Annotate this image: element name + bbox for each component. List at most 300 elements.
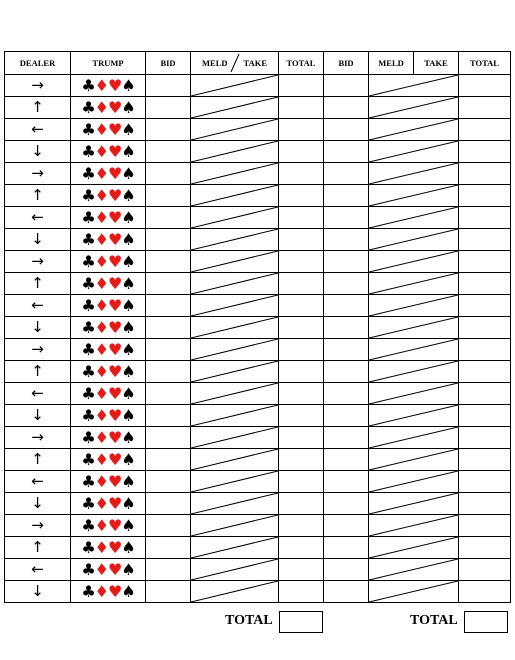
total-cell-team-2[interactable] — [459, 273, 511, 295]
total-cell-team-1[interactable] — [279, 581, 324, 603]
meld-take-cell-team-2[interactable] — [369, 559, 459, 581]
total-cell-team-2[interactable] — [459, 493, 511, 515]
meld-take-cell-team-1[interactable] — [191, 493, 279, 515]
club-icon[interactable]: ♣ — [81, 339, 95, 359]
meld-take-cell-team-2[interactable] — [369, 185, 459, 207]
hand-row — [5, 449, 511, 471]
dealer-arrow-icon[interactable]: ← — [5, 207, 71, 229]
meld-take-cell-team-1[interactable] — [191, 361, 279, 383]
total-cell-team-1[interactable] — [279, 251, 324, 273]
dealer-arrow-icon[interactable]: ← — [5, 383, 71, 405]
spade-icon[interactable]: ♠ — [121, 75, 135, 95]
bid-cell-team-2[interactable] — [324, 515, 369, 537]
bid-cell-team-2[interactable] — [324, 537, 369, 559]
diagonal-divider-icon — [369, 97, 458, 118]
total-cell-team-1[interactable] — [279, 427, 324, 449]
total-cell-team-1[interactable] — [279, 75, 324, 97]
club-icon[interactable]: ♣ — [81, 361, 95, 381]
dealer-arrow-icon[interactable]: → — [5, 251, 71, 273]
meld-take-cell-team-2[interactable] — [369, 449, 459, 471]
total-cell-team-2[interactable] — [459, 361, 511, 383]
bid-cell-team-1[interactable] — [146, 383, 191, 405]
club-icon[interactable]: ♣ — [81, 383, 95, 403]
header-row — [5, 52, 511, 75]
total-cell-team-2[interactable] — [459, 559, 511, 581]
diagonal-divider-icon — [369, 119, 458, 140]
total-cell-team-2[interactable] — [459, 97, 511, 119]
meld-take-cell-team-2[interactable] — [369, 515, 459, 537]
bid-cell-team-2[interactable] — [324, 427, 369, 449]
heart-icon[interactable]: ♥ — [108, 427, 122, 447]
dealer-arrow-icon[interactable]: ↑ — [5, 537, 71, 559]
total-cell-team-1[interactable] — [279, 163, 324, 185]
diagonal-divider-icon — [369, 537, 458, 558]
club-icon[interactable]: ♣ — [81, 317, 95, 337]
meld-take-cell-team-1[interactable] — [191, 471, 279, 493]
dealer-arrow-icon[interactable]: → — [5, 75, 71, 97]
dealer-arrow-icon[interactable]: ↓ — [5, 317, 71, 339]
meld-take-cell-team-1[interactable] — [191, 559, 279, 581]
spade-icon[interactable]: ♠ — [121, 97, 135, 117]
spade-icon[interactable]: ♠ — [121, 449, 135, 469]
total-cell-team-2[interactable] — [459, 515, 511, 537]
diagonal-divider-icon — [369, 273, 458, 294]
spade-icon[interactable]: ♠ — [121, 229, 135, 249]
meld-take-cell-team-2[interactable] — [369, 295, 459, 317]
diamond-icon[interactable]: ♦ — [94, 581, 108, 601]
trump-suit-selector — [71, 427, 146, 449]
diamond-icon[interactable]: ♦ — [94, 229, 108, 249]
total-cell-team-1[interactable] — [279, 339, 324, 361]
diagonal-divider-icon — [191, 493, 278, 514]
dealer-arrow-icon[interactable]: ↓ — [5, 141, 71, 163]
bid-cell-team-1[interactable] — [146, 75, 191, 97]
club-icon[interactable]: ♣ — [81, 449, 95, 469]
club-icon[interactable]: ♣ — [81, 141, 95, 161]
total-cell-team-1[interactable] — [279, 383, 324, 405]
spade-icon[interactable]: ♠ — [121, 251, 135, 271]
trump-header: TRUMP — [71, 52, 146, 75]
total-cell-team-2[interactable] — [459, 383, 511, 405]
bid-cell-team-2[interactable] — [324, 449, 369, 471]
dealer-arrow-icon[interactable]: ↑ — [5, 449, 71, 471]
trump-suit-selector — [71, 229, 146, 251]
spade-icon[interactable]: ♠ — [121, 581, 135, 601]
dealer-arrow-icon[interactable]: → — [5, 515, 71, 537]
total-cell-team-2[interactable] — [459, 427, 511, 449]
diamond-icon[interactable]: ♦ — [94, 471, 108, 491]
total-cell-team-2[interactable] — [459, 163, 511, 185]
meld-take-cell-team-1[interactable] — [191, 537, 279, 559]
heart-icon[interactable]: ♥ — [108, 559, 122, 579]
meld-take-cell-team-1[interactable] — [191, 405, 279, 427]
diamond-icon[interactable]: ♦ — [94, 515, 108, 535]
diagonal-divider-icon — [191, 273, 278, 294]
heart-icon[interactable]: ♥ — [108, 251, 122, 271]
bid-cell-team-2[interactable] — [324, 339, 369, 361]
diamond-icon[interactable]: ♦ — [94, 75, 108, 95]
bid-cell-team-1[interactable] — [146, 537, 191, 559]
dealer-arrow-icon[interactable]: ← — [5, 119, 71, 141]
spade-icon[interactable]: ♠ — [121, 427, 135, 447]
meld-take-cell-team-2[interactable] — [369, 471, 459, 493]
meld-take-cell-team-2[interactable] — [369, 75, 459, 97]
total-cell-team-2[interactable] — [459, 581, 511, 603]
meld-take-cell-team-1[interactable] — [191, 295, 279, 317]
diamond-icon[interactable]: ♦ — [94, 295, 108, 315]
meld-take-cell-team-2[interactable] — [369, 537, 459, 559]
meld-take-cell-team-2[interactable] — [369, 163, 459, 185]
bid-cell-team-1[interactable] — [146, 185, 191, 207]
heart-icon[interactable]: ♥ — [108, 317, 122, 337]
club-icon[interactable]: ♣ — [81, 229, 95, 249]
diamond-icon[interactable]: ♦ — [94, 317, 108, 337]
grand-total-box-team-2[interactable] — [464, 611, 508, 633]
heart-icon[interactable]: ♥ — [108, 207, 122, 227]
bid-cell-team-1[interactable] — [146, 317, 191, 339]
trump-suit-selector — [71, 405, 146, 427]
dealer-arrow-icon[interactable]: ← — [5, 471, 71, 493]
spade-icon[interactable]: ♠ — [121, 295, 135, 315]
meld-take-cell-team-1[interactable] — [191, 339, 279, 361]
total-cell-team-1[interactable] — [279, 515, 324, 537]
diamond-icon[interactable]: ♦ — [94, 119, 108, 139]
bid-cell-team-2[interactable] — [324, 471, 369, 493]
total-cell-team-1[interactable] — [279, 471, 324, 493]
spade-icon[interactable]: ♠ — [121, 559, 135, 579]
bid-cell-team-2[interactable] — [324, 317, 369, 339]
total-cell-team-2[interactable] — [459, 185, 511, 207]
hand-row — [5, 427, 511, 449]
meld-take-cell-team-1[interactable] — [191, 119, 279, 141]
heart-icon[interactable]: ♥ — [108, 295, 122, 315]
meld-take-cell-team-1[interactable] — [191, 317, 279, 339]
meld-take-cell-team-2[interactable] — [369, 405, 459, 427]
bid-cell-team-1[interactable] — [146, 229, 191, 251]
dealer-arrow-icon[interactable]: ↑ — [5, 273, 71, 295]
bid-cell-team-1[interactable] — [146, 97, 191, 119]
heart-icon[interactable]: ♥ — [108, 515, 122, 535]
heart-icon[interactable]: ♥ — [108, 75, 122, 95]
bid-cell-team-1[interactable] — [146, 273, 191, 295]
meld-take-cell-team-1[interactable] — [191, 273, 279, 295]
diamond-icon[interactable]: ♦ — [94, 141, 108, 161]
spade-icon[interactable]: ♠ — [121, 405, 135, 425]
heart-icon[interactable]: ♥ — [108, 97, 122, 117]
bid-cell-team-2[interactable] — [324, 581, 369, 603]
total-cell-team-2[interactable] — [459, 339, 511, 361]
bid-cell-team-1[interactable] — [146, 295, 191, 317]
total-cell-team-1[interactable] — [279, 537, 324, 559]
total-cell-team-1[interactable] — [279, 97, 324, 119]
spade-icon[interactable]: ♠ — [121, 339, 135, 359]
spade-icon[interactable]: ♠ — [121, 119, 135, 139]
heart-icon[interactable]: ♥ — [108, 185, 122, 205]
club-icon[interactable]: ♣ — [81, 97, 95, 117]
dealer-arrow-icon[interactable]: → — [5, 163, 71, 185]
diagonal-divider-icon — [369, 383, 458, 404]
club-icon[interactable]: ♣ — [81, 185, 95, 205]
meld-take-cell-team-2[interactable] — [369, 97, 459, 119]
diagonal-divider-icon — [369, 449, 458, 470]
meld-take-cell-team-2[interactable] — [369, 119, 459, 141]
total-cell-team-1[interactable] — [279, 361, 324, 383]
heart-icon[interactable]: ♥ — [108, 537, 122, 557]
total-cell-team-1[interactable] — [279, 273, 324, 295]
total-cell-team-1[interactable] — [279, 229, 324, 251]
dealer-arrow-icon[interactable]: → — [5, 427, 71, 449]
total-cell-team-2[interactable] — [459, 75, 511, 97]
diamond-icon[interactable]: ♦ — [94, 383, 108, 403]
bid-cell-team-2[interactable] — [324, 405, 369, 427]
total-cell-team-2[interactable] — [459, 317, 511, 339]
club-icon[interactable]: ♣ — [81, 581, 95, 601]
heart-icon[interactable]: ♥ — [108, 383, 122, 403]
heart-icon[interactable]: ♥ — [108, 471, 122, 491]
bid-cell-team-2[interactable] — [324, 185, 369, 207]
total-cell-team-2[interactable] — [459, 251, 511, 273]
diamond-icon[interactable]: ♦ — [94, 97, 108, 117]
meld-take-cell-team-1[interactable] — [191, 449, 279, 471]
meld-take-cell-team-2[interactable] — [369, 251, 459, 273]
club-icon[interactable]: ♣ — [81, 427, 95, 447]
diamond-icon[interactable]: ♦ — [94, 185, 108, 205]
bid-cell-team-2[interactable] — [324, 383, 369, 405]
meld-take-cell-team-2[interactable] — [369, 229, 459, 251]
diagonal-divider-icon — [191, 229, 278, 250]
total-cell-team-2[interactable] — [459, 119, 511, 141]
total-cell-team-1[interactable] — [279, 295, 324, 317]
spade-icon[interactable]: ♠ — [121, 317, 135, 337]
club-icon[interactable]: ♣ — [81, 559, 95, 579]
total-cell-team-2[interactable] — [459, 537, 511, 559]
trump-suit-selector — [71, 273, 146, 295]
club-icon[interactable]: ♣ — [81, 251, 95, 271]
meld-take-cell-team-1[interactable] — [191, 207, 279, 229]
diagonal-divider-icon — [369, 251, 458, 272]
total-cell-team-2[interactable] — [459, 295, 511, 317]
total-cell-team-1[interactable] — [279, 405, 324, 427]
club-icon[interactable]: ♣ — [81, 537, 95, 557]
trump-suit-selector — [71, 581, 146, 603]
bid-cell-team-2[interactable] — [324, 119, 369, 141]
club-icon[interactable]: ♣ — [81, 119, 95, 139]
spade-icon[interactable]: ♠ — [121, 383, 135, 403]
diagonal-divider-icon — [191, 75, 278, 96]
dealer-arrow-icon[interactable]: → — [5, 339, 71, 361]
meld-take-cell-team-1[interactable] — [191, 97, 279, 119]
dealer-arrow-icon[interactable]: ↑ — [5, 185, 71, 207]
spade-icon[interactable]: ♠ — [121, 471, 135, 491]
heart-icon[interactable]: ♥ — [108, 405, 122, 425]
dealer-arrow-icon[interactable]: ← — [5, 559, 71, 581]
bid-cell-team-2[interactable] — [324, 295, 369, 317]
diamond-icon[interactable]: ♦ — [94, 537, 108, 557]
bid-cell-team-1[interactable] — [146, 141, 191, 163]
meld-take-cell-team-2[interactable] — [369, 207, 459, 229]
meld-take-cell-team-2[interactable] — [369, 317, 459, 339]
dealer-arrow-icon[interactable]: ↑ — [5, 97, 71, 119]
diagonal-divider-icon — [369, 295, 458, 316]
heart-icon[interactable]: ♥ — [108, 119, 122, 139]
spade-icon[interactable]: ♠ — [121, 537, 135, 557]
bid-cell-team-1[interactable] — [146, 471, 191, 493]
meld-take-cell-team-2[interactable] — [369, 361, 459, 383]
bid-cell-team-2[interactable] — [324, 251, 369, 273]
meld-take-cell-team-1[interactable] — [191, 185, 279, 207]
meld-take-cell-team-2[interactable] — [369, 581, 459, 603]
bid-cell-team-1[interactable] — [146, 581, 191, 603]
meld-take-cell-team-1[interactable] — [191, 75, 279, 97]
bid-cell-team-2[interactable] — [324, 141, 369, 163]
meld-take-cell-team-1[interactable] — [191, 427, 279, 449]
total-cell-team-1[interactable] — [279, 141, 324, 163]
total-cell-team-2[interactable] — [459, 141, 511, 163]
bid-cell-team-1[interactable] — [146, 405, 191, 427]
diamond-icon[interactable]: ♦ — [94, 273, 108, 293]
dealer-arrow-icon[interactable]: ↓ — [5, 229, 71, 251]
bid-cell-team-1[interactable] — [146, 339, 191, 361]
bid-cell-team-2[interactable] — [324, 493, 369, 515]
club-icon[interactable]: ♣ — [81, 273, 95, 293]
bid-cell-team-1[interactable] — [146, 515, 191, 537]
bid-cell-team-2[interactable] — [324, 163, 369, 185]
spade-icon[interactable]: ♠ — [121, 493, 135, 513]
meld-take-cell-team-1[interactable] — [191, 515, 279, 537]
heart-icon[interactable]: ♥ — [108, 163, 122, 183]
meld-take-cell-team-2[interactable] — [369, 383, 459, 405]
heart-icon[interactable]: ♥ — [108, 581, 122, 601]
diamond-icon[interactable]: ♦ — [94, 339, 108, 359]
diagonal-divider-icon — [191, 581, 278, 602]
hand-row — [5, 273, 511, 295]
meld-take-cell-team-2[interactable] — [369, 493, 459, 515]
total-cell-team-1[interactable] — [279, 449, 324, 471]
trump-suit-selector — [71, 537, 146, 559]
diamond-icon[interactable]: ♦ — [94, 207, 108, 227]
bid-cell-team-1[interactable] — [146, 449, 191, 471]
spade-icon[interactable]: ♠ — [121, 273, 135, 293]
diamond-icon[interactable]: ♦ — [94, 163, 108, 183]
dealer-arrow-icon[interactable]: ↓ — [5, 581, 71, 603]
bid-cell-team-1[interactable] — [146, 493, 191, 515]
spade-icon[interactable]: ♠ — [121, 141, 135, 161]
dealer-arrow-icon[interactable]: ↑ — [5, 361, 71, 383]
club-icon[interactable]: ♣ — [81, 493, 95, 513]
trump-suit-selector — [71, 559, 146, 581]
bid-cell-team-1[interactable] — [146, 559, 191, 581]
total-cell-team-1[interactable] — [279, 185, 324, 207]
bid-cell-team-1[interactable] — [146, 119, 191, 141]
heart-icon[interactable]: ♥ — [108, 493, 122, 513]
total-cell-team-2[interactable] — [459, 405, 511, 427]
total-cell-team-1[interactable] — [279, 493, 324, 515]
meld-take-cell-team-1[interactable] — [191, 383, 279, 405]
club-icon[interactable]: ♣ — [81, 405, 95, 425]
take-header-team-1: TAKE — [243, 58, 267, 68]
total-label-team-1: TOTAL — [225, 613, 273, 628]
bid-cell-team-1[interactable] — [146, 427, 191, 449]
heart-icon[interactable]: ♥ — [108, 449, 122, 469]
dealer-arrow-icon[interactable]: ↓ — [5, 405, 71, 427]
meld-take-cell-team-2[interactable] — [369, 339, 459, 361]
diamond-icon[interactable]: ♦ — [94, 251, 108, 271]
meld-take-cell-team-2[interactable] — [369, 427, 459, 449]
diamond-icon[interactable]: ♦ — [94, 405, 108, 425]
heart-icon[interactable]: ♥ — [108, 273, 122, 293]
diagonal-divider-icon — [191, 97, 278, 118]
spade-icon[interactable]: ♠ — [121, 515, 135, 535]
heart-icon[interactable]: ♥ — [108, 361, 122, 381]
heart-icon[interactable]: ♥ — [108, 229, 122, 249]
diamond-icon[interactable]: ♦ — [94, 449, 108, 469]
diagonal-divider-icon — [369, 493, 458, 514]
bid-cell-team-1[interactable] — [146, 207, 191, 229]
total-cell-team-2[interactable] — [459, 449, 511, 471]
spade-icon[interactable]: ♠ — [121, 163, 135, 183]
meld-take-cell-team-1[interactable] — [191, 229, 279, 251]
total-cell-team-2[interactable] — [459, 207, 511, 229]
club-icon[interactable]: ♣ — [81, 515, 95, 535]
grand-total-box-team-1[interactable] — [279, 611, 323, 633]
spade-icon[interactable]: ♠ — [121, 361, 135, 381]
heart-icon[interactable]: ♥ — [108, 141, 122, 161]
diamond-icon[interactable]: ♦ — [94, 361, 108, 381]
meld-take-cell-team-1[interactable] — [191, 163, 279, 185]
meld-take-cell-team-1[interactable] — [191, 141, 279, 163]
trump-suit-selector — [71, 515, 146, 537]
bid-cell-team-2[interactable] — [324, 559, 369, 581]
heart-icon[interactable]: ♥ — [108, 339, 122, 359]
total-cell-team-1[interactable] — [279, 559, 324, 581]
dealer-arrow-icon[interactable]: ↓ — [5, 493, 71, 515]
bid-cell-team-2[interactable] — [324, 207, 369, 229]
bid-cell-team-1[interactable] — [146, 163, 191, 185]
total-header-team-2: TOTAL — [459, 52, 511, 75]
club-icon[interactable]: ♣ — [81, 163, 95, 183]
meld-take-cell-team-2[interactable] — [369, 273, 459, 295]
meld-take-cell-team-1[interactable] — [191, 251, 279, 273]
meld-take-cell-team-2[interactable] — [369, 141, 459, 163]
dealer-arrow-icon[interactable]: ← — [5, 295, 71, 317]
meld-header-team-2: MELD — [369, 52, 414, 75]
club-icon[interactable]: ♣ — [81, 295, 95, 315]
club-icon[interactable]: ♣ — [81, 75, 95, 95]
bid-cell-team-1[interactable] — [146, 251, 191, 273]
spade-icon[interactable]: ♠ — [121, 207, 135, 227]
spade-icon[interactable]: ♠ — [121, 185, 135, 205]
total-cell-team-2[interactable] — [459, 471, 511, 493]
bid-cell-team-2[interactable] — [324, 75, 369, 97]
diamond-icon[interactable]: ♦ — [94, 493, 108, 513]
total-cell-team-1[interactable] — [279, 317, 324, 339]
club-icon[interactable]: ♣ — [81, 471, 95, 491]
trump-suit-selector — [71, 449, 146, 471]
bid-cell-team-2[interactable] — [324, 229, 369, 251]
total-cell-team-1[interactable] — [279, 119, 324, 141]
bid-cell-team-2[interactable] — [324, 97, 369, 119]
total-cell-team-1[interactable] — [279, 207, 324, 229]
total-cell-team-2[interactable] — [459, 229, 511, 251]
diamond-icon[interactable]: ♦ — [94, 427, 108, 447]
bid-cell-team-1[interactable] — [146, 361, 191, 383]
club-icon[interactable]: ♣ — [81, 207, 95, 227]
bid-cell-team-2[interactable] — [324, 361, 369, 383]
meld-take-cell-team-1[interactable] — [191, 581, 279, 603]
bid-cell-team-2[interactable] — [324, 273, 369, 295]
diamond-icon[interactable]: ♦ — [94, 559, 108, 579]
diagonal-divider-icon — [369, 405, 458, 426]
